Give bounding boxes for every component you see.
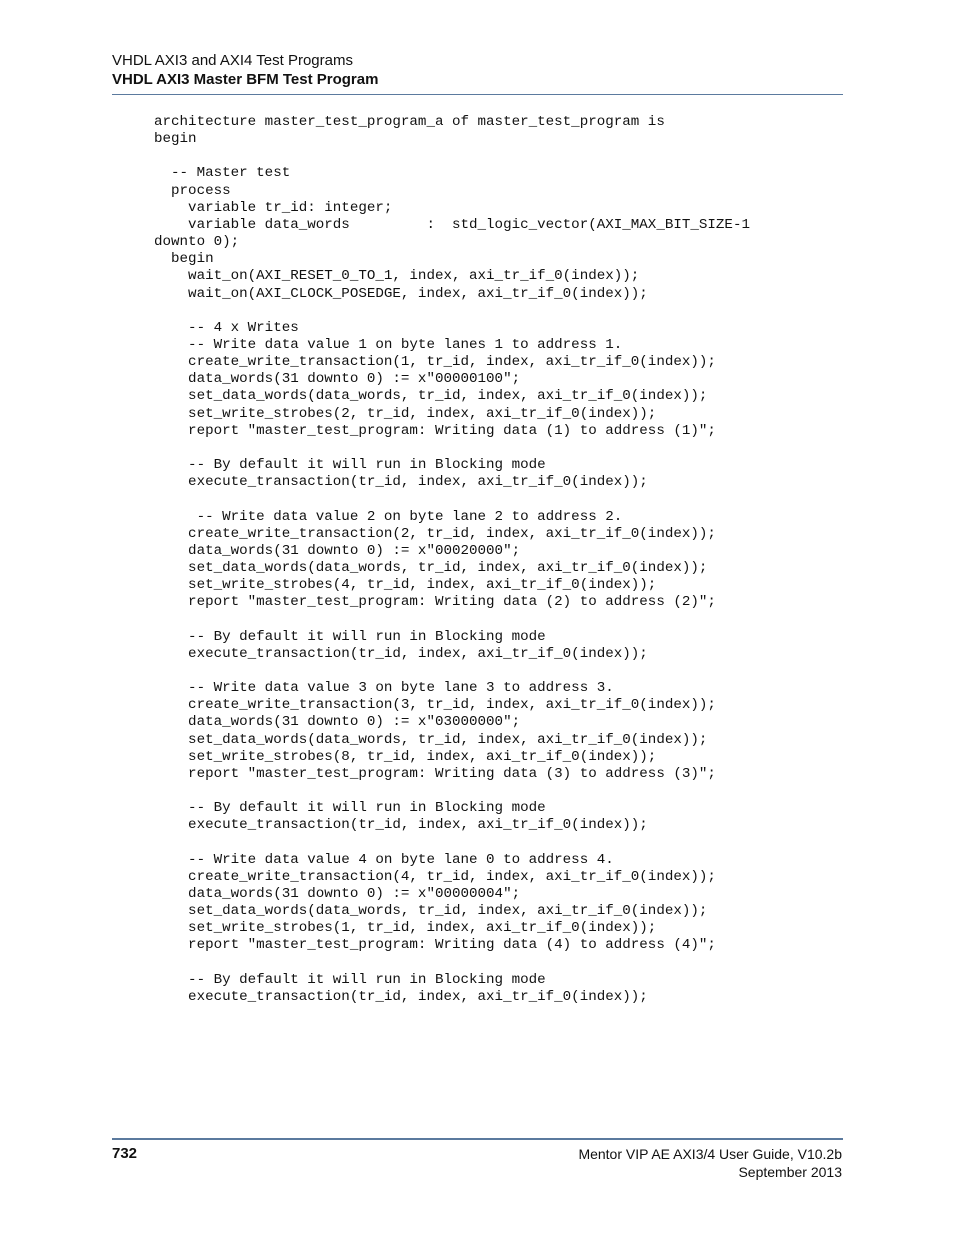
code-line: set_write_strobes(4, tr_id, index, axi_tr_if_0(index));: [154, 577, 657, 594]
code-line: create_write_transaction(1, tr_id, index, axi_tr_if_0(index));: [154, 354, 716, 371]
code-listing: [154, 114, 750, 1006]
header-divider: [112, 94, 843, 95]
code-line: wait_on(AXI_CLOCK_POSEDGE, index, axi_tr_if_0(index));: [154, 285, 648, 302]
code-line: [154, 440, 750, 457]
code-line: data_words(31 downto 0) := x"03000000";: [154, 714, 521, 731]
code-line: -- By default it will run in Blocking mode: [154, 800, 546, 817]
code-line: create_write_transaction(2, tr_id, index, axi_tr_if_0(index));: [154, 525, 716, 542]
publication-date: September 2013: [738, 1164, 842, 1180]
code-line: execute_transaction(tr_id, index, axi_tr_if_0(index));: [154, 988, 648, 1005]
code-line: variable data_words : std_logic_vector(AXI_MAX_BIT_SIZE-1: [154, 216, 750, 233]
footer-info: [578, 1145, 842, 1181]
code-line: [154, 783, 750, 800]
code-line: -- Write data value 4 on byte lane 0 to address 4.: [154, 851, 614, 868]
code-line: wait_on(AXI_RESET_0_TO_1, index, axi_tr_if_0(index));: [154, 268, 640, 285]
section-title: VHDL AXI3 Master BFM Test Program: [112, 71, 379, 88]
code-line: -- 4 x Writes: [154, 319, 299, 336]
code-line: execute_transaction(tr_id, index, axi_tr_if_0(index));: [154, 474, 648, 491]
chapter-title: VHDL AXI3 and AXI4 Test Programs: [112, 52, 353, 69]
code-line: report "master_test_program: Writing data (1) to address (1)";: [154, 422, 716, 439]
code-line: -- Write data value 2 on byte lane 2 to address 2.: [154, 508, 623, 525]
code-line: -- By default it will run in Blocking mode: [154, 457, 546, 474]
code-line: [154, 834, 750, 851]
running-header: [112, 51, 843, 89]
code-line: data_words(31 downto 0) := x"00020000";: [154, 542, 521, 559]
code-line: begin: [154, 131, 197, 148]
code-line: create_write_transaction(3, tr_id, index, axi_tr_if_0(index));: [154, 697, 716, 714]
code-line: set_data_words(data_words, tr_id, index, axi_tr_if_0(index));: [154, 560, 708, 576]
code-line: -- Write data value 1 on byte lanes 1 to address 1.: [154, 337, 623, 353]
code-line: -- Master test: [154, 165, 291, 182]
code-line: begin: [154, 251, 214, 268]
guide-title: Mentor VIP AE AXI3/4 User Guide, V10.2b: [578, 1146, 842, 1162]
code-line: [154, 611, 750, 628]
code-line: execute_transaction(tr_id, index, axi_tr_if_0(index));: [154, 817, 648, 834]
code-line: report "master_test_program: Writing data (3) to address (3)";: [154, 765, 716, 782]
code-line: set_data_words(data_words, tr_id, index, axi_tr_if_0(index));: [154, 388, 708, 405]
page-number: 732: [112, 1145, 138, 1162]
code-line: process: [154, 182, 231, 199]
code-line: create_write_transaction(4, tr_id, index, axi_tr_if_0(index));: [154, 868, 716, 885]
code-line: [154, 148, 750, 165]
code-line: [154, 491, 750, 508]
code-line: set_data_words(data_words, tr_id, index, axi_tr_if_0(index));: [154, 731, 708, 748]
code-line: -- By default it will run in Blocking mode: [154, 628, 546, 645]
code-line: architecture master_test_program_a of master_test_program is: [154, 114, 665, 130]
code-line: data_words(31 downto 0) := x"00000100";: [154, 371, 521, 388]
code-line: -- Write data value 3 on byte lane 3 to address 3.: [154, 680, 614, 697]
code-line: downto 0);: [154, 234, 240, 251]
code-line: -- By default it will run in Blocking mode: [154, 971, 546, 988]
code-line: [154, 303, 750, 320]
code-line: set_write_strobes(2, tr_id, index, axi_tr_if_0(index));: [154, 405, 657, 422]
code-line: data_words(31 downto 0) := x"00000004";: [154, 885, 521, 902]
code-line: set_write_strobes(1, tr_id, index, axi_tr_if_0(index));: [154, 920, 657, 937]
footer-divider: [112, 1138, 843, 1140]
code-line: set_data_words(data_words, tr_id, index, axi_tr_if_0(index));: [154, 903, 708, 920]
code-line: [154, 955, 750, 972]
code-line: [154, 663, 750, 680]
code-line: report "master_test_program: Writing data (4) to address (4)";: [154, 937, 716, 954]
code-line: report "master_test_program: Writing data (2) to address (2)";: [154, 594, 716, 611]
code-line: variable tr_id: integer;: [154, 199, 393, 216]
code-line: set_write_strobes(8, tr_id, index, axi_tr_if_0(index));: [154, 748, 657, 765]
code-line: execute_transaction(tr_id, index, axi_tr_if_0(index));: [154, 645, 648, 662]
